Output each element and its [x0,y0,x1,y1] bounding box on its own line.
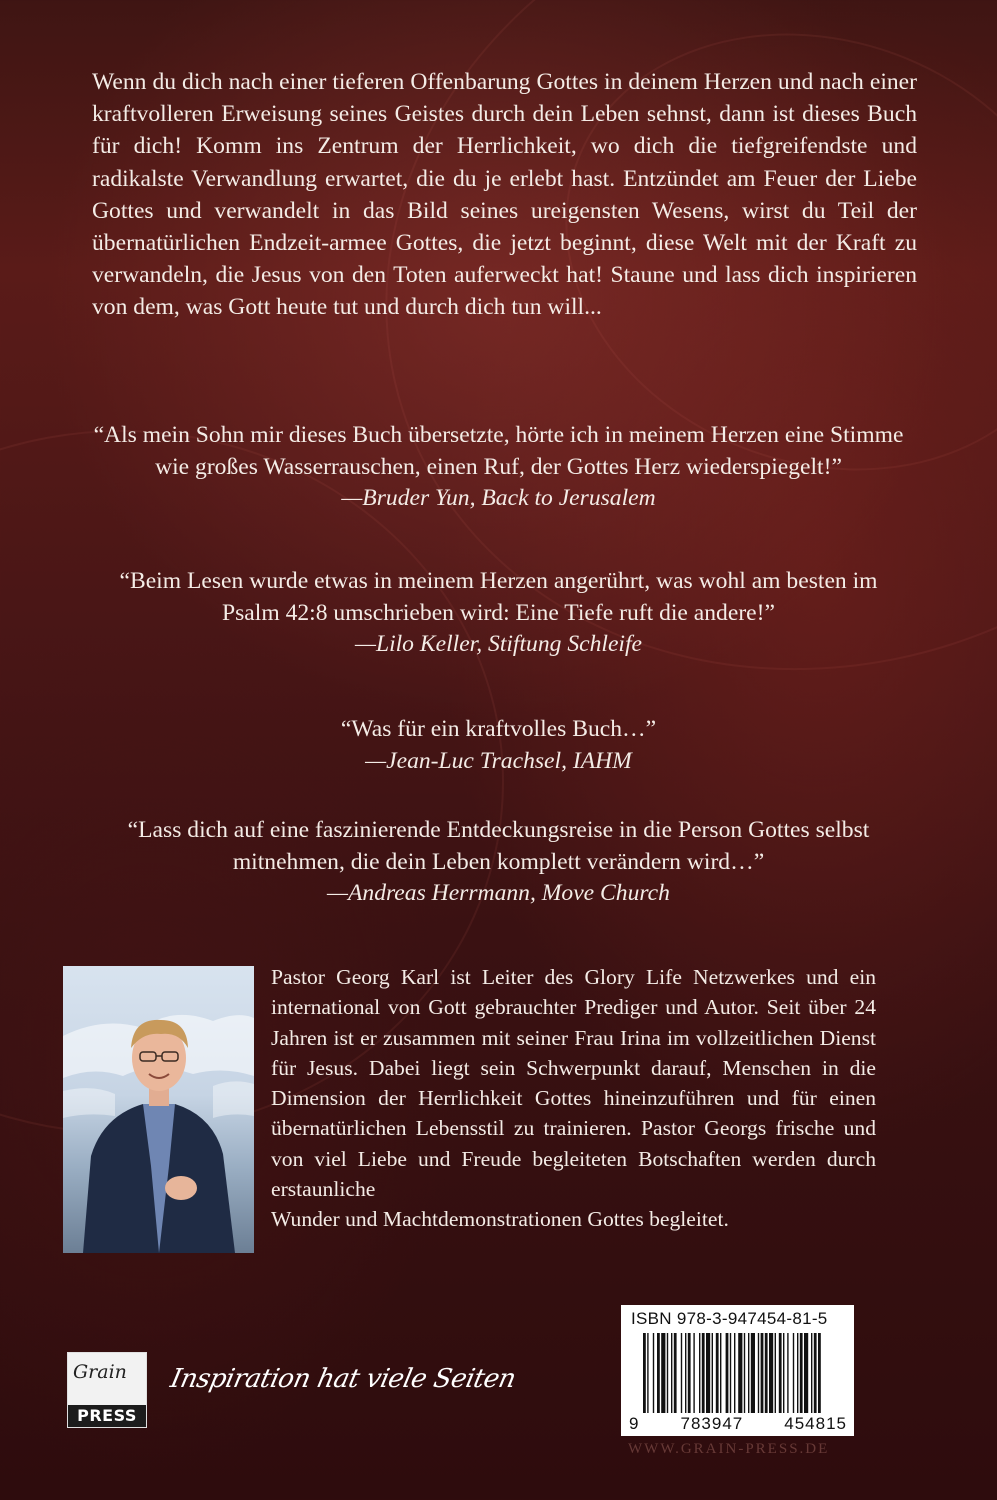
barcode-bar [793,1333,794,1413]
barcode-bar [716,1333,719,1413]
barcode-bar [720,1333,721,1413]
barcode-bar [775,1333,776,1413]
barcode-bar [661,1333,665,1413]
barcode-bar [730,1333,731,1413]
barcode-bar [734,1333,735,1413]
endorsement-quote [90,420,907,514]
barcode-bar [804,1333,808,1413]
barcode-bar [712,1333,713,1413]
author-bio [271,962,876,1235]
author-photo [63,966,254,1253]
barcode-bar [706,1333,710,1413]
barcode-bar [653,1333,654,1413]
isbn-barcode [621,1305,854,1436]
barcode-bar [811,1333,812,1413]
isbn-label: ISBN 978-3-947454-81-5 [631,1309,828,1328]
barcode-bar [765,1333,768,1413]
logo-grain-text: Grain [73,1361,127,1383]
barcode-bar [797,1333,798,1413]
author-bio-paragraph: Pastor Georgs frische und von viel Liebe und Freude begleiteten Botschaften werden durch erstaunliche [271,1116,876,1202]
quote-source: —Lilo Keller, Stiftung Schleife [354,631,643,657]
quote-source: —Andreas Herrmann, Move Church [327,880,670,906]
barcode-bar [699,1333,700,1413]
endorsement-quote [90,815,907,909]
barcode-bar [693,1333,694,1413]
barcode-bar [779,1333,782,1413]
quote-source: —Jean-Luc Trachsel, IAHM [365,747,632,774]
barcode-bar [787,1333,788,1413]
barcode-bar [671,1333,672,1413]
quote-text: “Was für ein kraftvolles Buch…” [340,716,657,742]
barcode-bar [667,1333,668,1413]
publisher-website: WWW.GRAIN-PRESS.DE [628,1441,830,1457]
barcode-bar [688,1333,691,1413]
quote-text: “Als mein Sohn mir dieses Buch übersetzte, hörte ich in meinem Herzen eine Stimme wie großes Wasserrauschen, einen Ruf, der Gottes Herz wiederspiegelt!” [93,422,904,480]
barcode-bar [769,1333,773,1413]
barcode-bar [674,1333,677,1413]
barcode-bar [818,1333,821,1413]
barcode-bar [643,1333,646,1413]
quote-source: —Bruder Yun, Back to Jerusalem [341,485,656,511]
publisher-logo [67,1352,147,1428]
barcode-bar [726,1333,729,1413]
barcode-bar [761,1333,764,1413]
barcode-digit-group: 454815 [784,1414,847,1433]
barcode-bar [685,1333,686,1413]
barcode-bar [657,1333,660,1413]
barcode-bar [702,1333,705,1413]
barcode-bar [783,1333,784,1413]
author-bio-last-line: Wunder und Machtdemonstrationen Gottes begleitet. [271,1207,729,1232]
barcode-digit-first: 9 [629,1414,640,1433]
barcode-bar [744,1333,745,1413]
barcode-bar [814,1333,817,1413]
barcode-bar [800,1333,803,1413]
publisher-slogan: Inspiration hat viele Seiten [167,1364,519,1394]
barcode-bar [738,1333,742,1413]
quote-text: “Beim Lesen wurde etwas in meinem Herzen angerührt, was wohl am besten im Psalm 42:8 umschrieben wird: Eine Tiefe ruft die andere!” [119,568,878,626]
logo-press-text: PRESS [68,1405,146,1427]
book-blurb: Wenn du dich nach einer tieferen Offenbarung Gottes in deinem Herzen und nach einer kraftvolleren Erweisung seines Geistes durch dein Leben sehnst, dann ist dieses Buch für dich! Komm ins Zentrum der Herrlichkeit, wo dich die tiefgreifendste und radikalste Verwandlung erwartet, die du je erlebt hast. Entzündet am Feuer der Liebe Gottes und verwandelt in das Bild seines ureigensten Wesens, wirst du Teil der übernatürlichen Endzeit-armee Gottes, die jetzt beginnt, diese Welt mit der Kraft zu verwandeln, die Jesus von den Toten auferweckt hat! Staune und lass dich inspirieren von dem, was Gott heute tut und durch dich tun will... [92,69,917,321]
endorsement-quote [90,714,907,777]
barcode-bar [681,1333,682,1413]
barcode-digit-group: 783947 [680,1414,744,1433]
barcode-bar [758,1333,759,1413]
barcode-bar [748,1333,749,1413]
barcode-bar [647,1333,648,1413]
quote-text: “Lass dich auf eine faszinierende Entdeckungsreise in die Person Gottes selbst mitnehmen, die dein Leben komplett verändern wird…” [127,817,870,875]
endorsement-quote [90,566,907,660]
barcode-digits [629,1414,847,1434]
author-bio-paragraph: Pastor Georg Karl ist Leiter des Glory Life Netzwerkes und ein international von Gott gebrauchter Prediger und Autor. Seit über 24 Jahren ist er zusammen mit seiner Frau Irina im vollzeitlichen Dienst für Jesus. Dabei liegt sein Schwerpunkt darauf, Menschen in die Dimension der Herrlichkeit Gottes hineinzuführen und für einen übernatürlichen Lebensstil zu trainieren. [271,965,876,1141]
barcode-bar [751,1333,755,1413]
